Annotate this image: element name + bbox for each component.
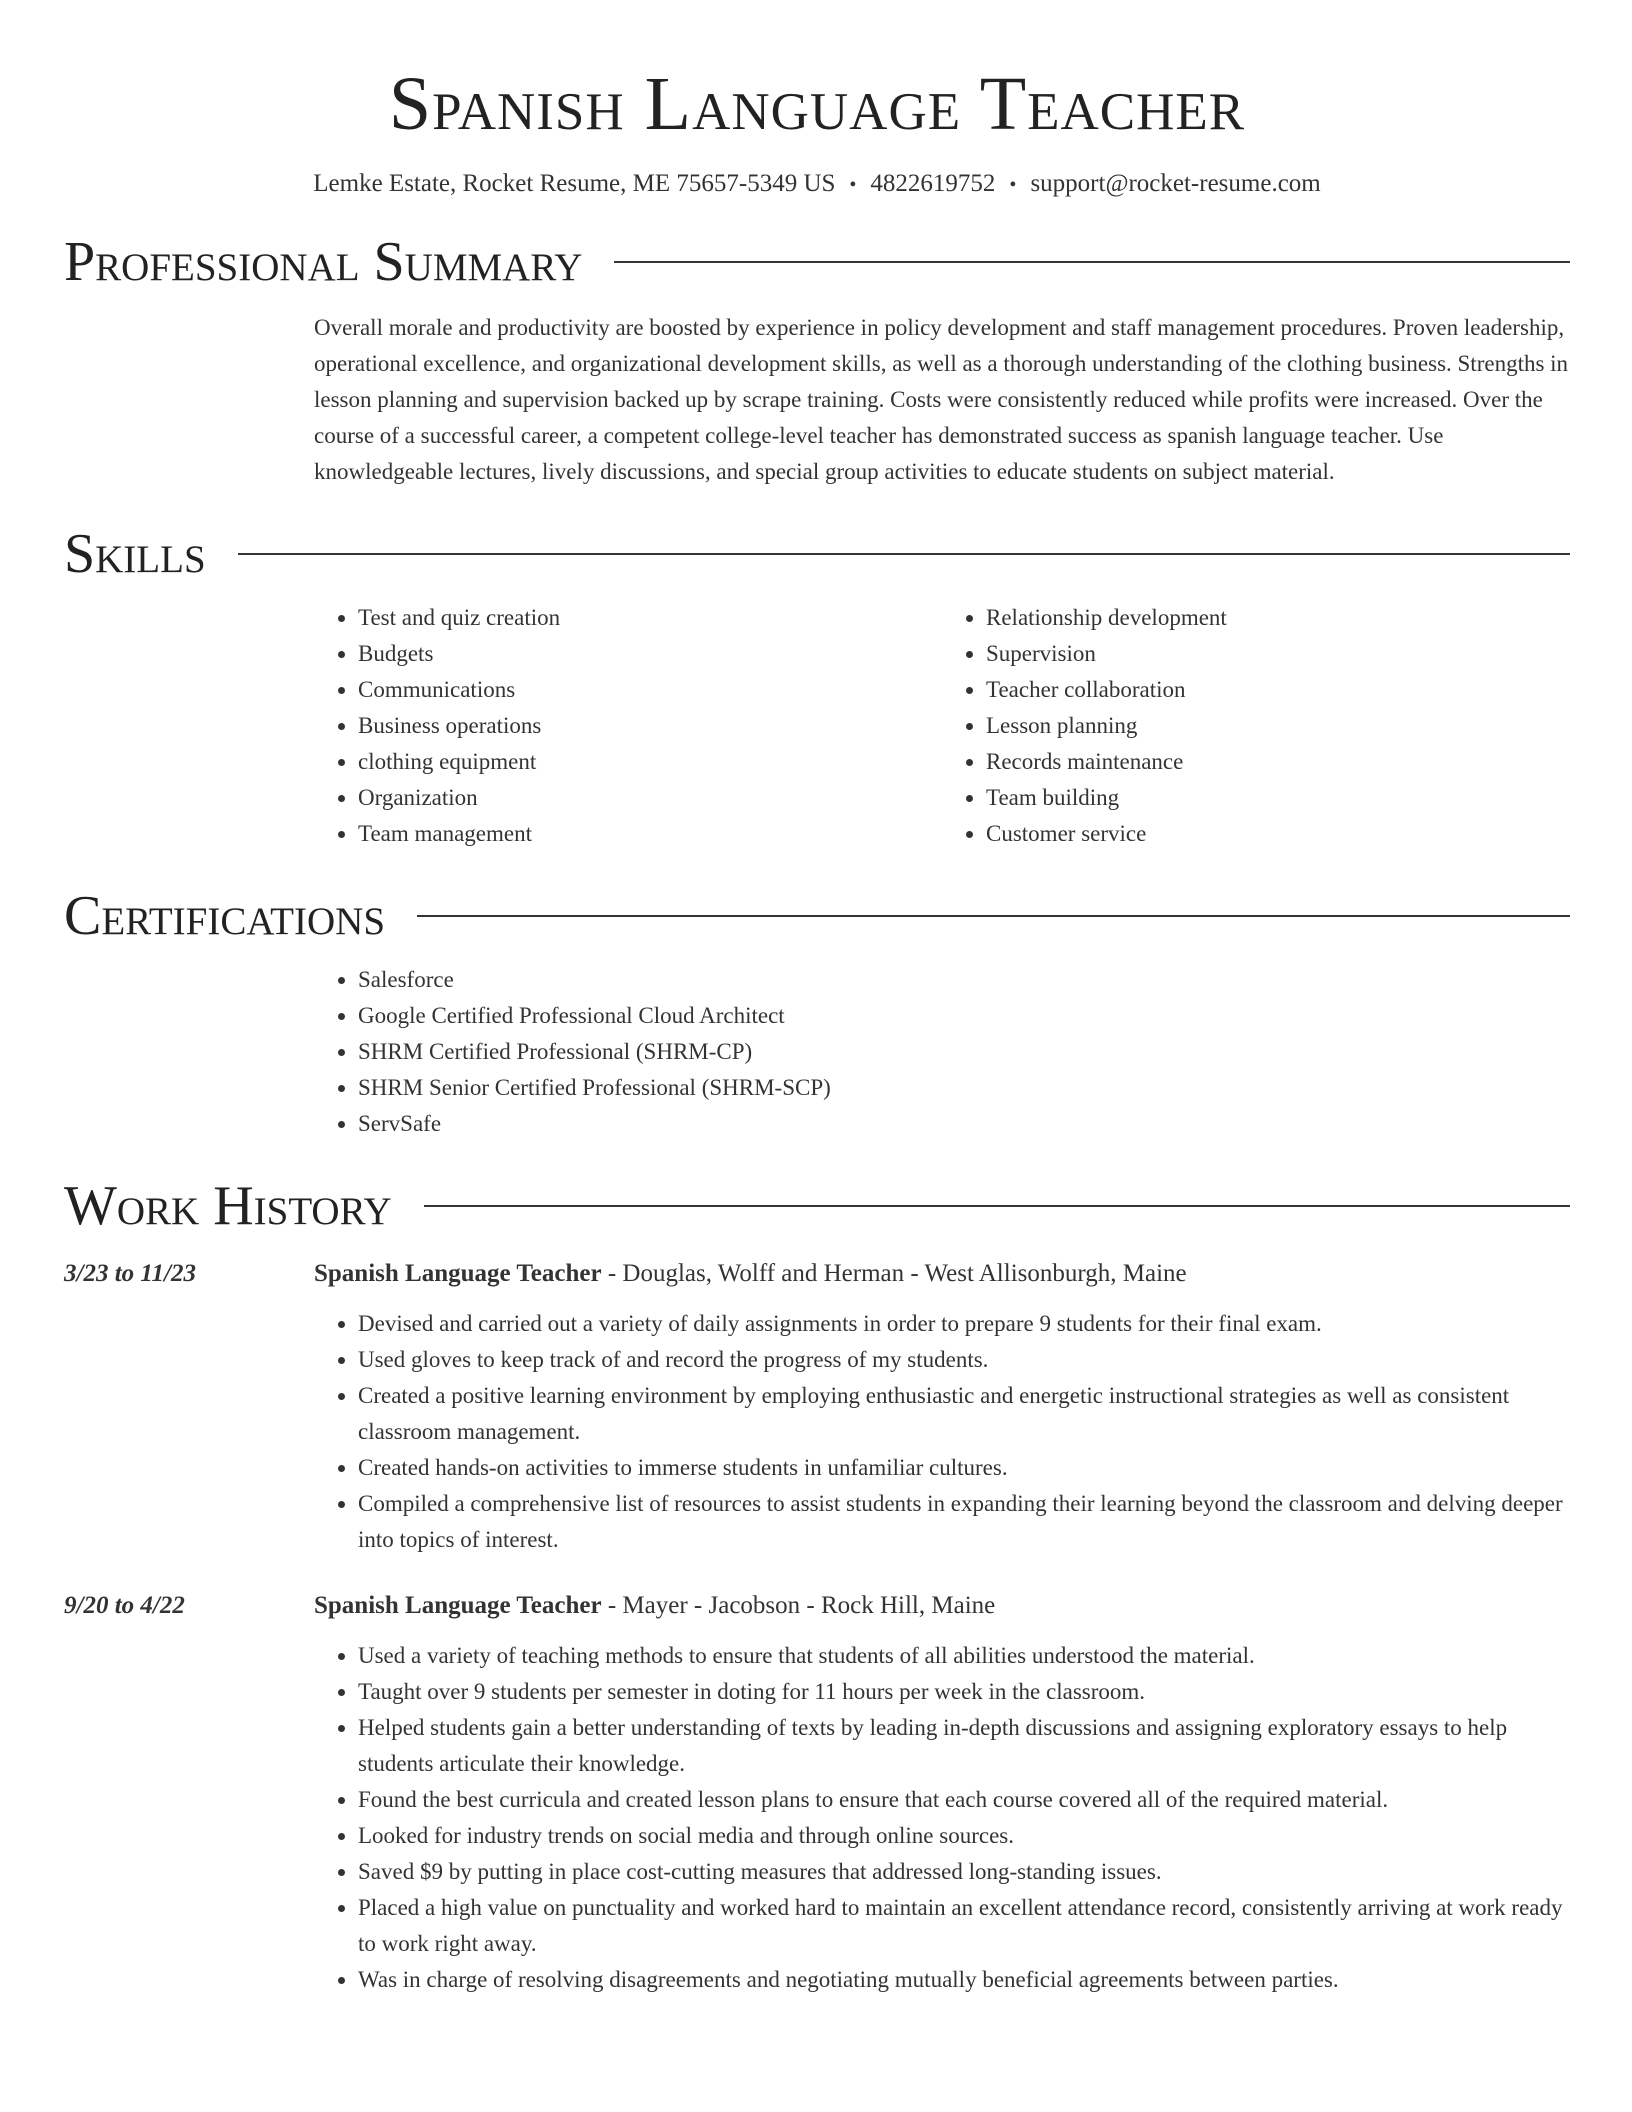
skill-item: • Lesson planning [986, 708, 1570, 744]
job-bullet: • Devised and carried out a variety of daily assignments in order to prepare 9 students for their final exam. [358, 1306, 1570, 1342]
skill-item: • Organization [358, 780, 942, 816]
job-employer-location: - Douglas, Wolff and Herman - West Allisonburgh, Maine [601, 1260, 1187, 1287]
job-entry [64, 1588, 1570, 1998]
section-divider [417, 915, 1570, 917]
skill-item: • Relationship development [986, 600, 1570, 636]
certification-item: • Salesforce [358, 962, 1570, 998]
job-employer-location: - Mayer - Jacobson - Rock Hill, Maine [601, 1592, 996, 1619]
email: support@rocket-resume.com [1030, 170, 1321, 197]
job-title-line [314, 1588, 1570, 1624]
summary-text: Overall morale and productivity are boosted by experience in policy development and staff management procedures. Proven leadership, operational excellence, and organizational development skills, as well as a thorough understanding of the clothing business. Strengths in lesson planning and supervision backed up by scrape training. Costs were consistently reduced while profits were increased. Over the course of a successful career, a competent college-level teacher has demonstrated success as spanish language teacher. Use knowledgeable lectures, lively discussions, and special group activities to educate students on subject material. [314, 315, 1569, 484]
section-divider [238, 553, 1570, 555]
skills-list-right [942, 600, 1570, 852]
job-bullet: • Saved $9 by putting in place cost-cutting measures that addressed long-standing issues. [358, 1854, 1570, 1890]
skill-item: • Customer service [986, 816, 1570, 852]
certification-item: • ServSafe [358, 1106, 1570, 1142]
skill-item: • Teacher collaboration [986, 672, 1570, 708]
job-bullet: • Was in charge of resolving disagreements and negotiating mutually beneficial agreements between parties. [358, 1962, 1570, 1998]
job-bullet: • Used gloves to keep track of and record the progress of my students. [358, 1342, 1570, 1378]
job-details [314, 1256, 1570, 1558]
skill-item: • Records maintenance [986, 744, 1570, 780]
section-divider [614, 261, 1570, 263]
job-title: Spanish Language Teacher [314, 1592, 602, 1619]
contact-separator: • [1009, 174, 1017, 196]
skills-heading: Skills [64, 523, 206, 585]
phone: 4822619752 [870, 170, 996, 197]
section-divider [424, 1205, 1570, 1207]
summary-heading: Professional Summary [64, 231, 583, 293]
skills-list-left [314, 600, 942, 852]
job-dates: 9/20 to 4/22 [64, 1592, 185, 1619]
job-title-line [314, 1256, 1570, 1292]
skill-item: • Business operations [358, 708, 942, 744]
certification-item: • SHRM Senior Certified Professional (SHRM-SCP) [358, 1070, 1570, 1106]
skill-item: • Budgets [358, 636, 942, 672]
skill-item: • Communications [358, 672, 942, 708]
job-bullets [314, 1306, 1570, 1558]
skills-section-header [64, 523, 1570, 585]
job-bullet: • Compiled a comprehensive list of resources to assist students in expanding their learning beyond the classroom and delving deeper into topics of interest. [358, 1486, 1570, 1558]
certification-item: • Google Certified Professional Cloud Architect [358, 998, 1570, 1034]
candidate-name: Spanish Language Teacher [388, 62, 1246, 146]
job-dates: 3/23 to 11/23 [64, 1260, 196, 1287]
skill-item: • clothing equipment [358, 744, 942, 780]
job-details [314, 1588, 1570, 1998]
job-bullet: • Placed a high value on punctuality and worked hard to maintain an excellent attendance record, consistently arriving at work ready to work right away. [358, 1890, 1570, 1962]
job-bullet: • Used a variety of teaching methods to ensure that students of all abilities understood the material. [358, 1638, 1570, 1674]
job-bullet: • Found the best curricula and created lesson plans to ensure that each course covered all of the required material. [358, 1782, 1570, 1818]
skill-item: • Test and quiz creation [358, 600, 942, 636]
job-entry [64, 1256, 1570, 1558]
skill-item: • Team management [358, 816, 942, 852]
job-bullet: • Looked for industry trends on social media and through online sources. [358, 1818, 1570, 1854]
work-history-list [64, 1256, 1570, 1998]
work-section-header [64, 1175, 1570, 1237]
certification-item: • SHRM Certified Professional (SHRM-CP) [358, 1034, 1570, 1070]
job-bullets [314, 1638, 1570, 1998]
work-heading: Work History [64, 1175, 392, 1237]
address: Lemke Estate, Rocket Resume, ME 75657-5349 US [313, 170, 836, 197]
certifications-heading: Certifications [64, 885, 386, 947]
job-bullet: • Helped students gain a better understanding of texts by leading in-depth discussions and assigning exploratory essays to help students articulate their knowledge. [358, 1710, 1570, 1782]
certifications-block [314, 962, 1570, 1142]
certifications-section-header [64, 885, 1570, 947]
job-bullet: • Created a positive learning environment by employing enthusiastic and energetic instructional strategies as well as consistent classroom management. [358, 1378, 1570, 1450]
skill-item: • Supervision [986, 636, 1570, 672]
certifications-list [314, 962, 1570, 1142]
contact-line [64, 170, 1570, 198]
job-title: Spanish Language Teacher [314, 1260, 602, 1287]
skills-grid [314, 600, 1570, 852]
summary-section-header [64, 231, 1570, 293]
contact-separator: • [849, 174, 857, 196]
job-bullet: • Taught over 9 students per semester in doting for 11 hours per week in the classroom. [358, 1674, 1570, 1710]
skill-item: • Team building [986, 780, 1570, 816]
job-bullet: • Created hands-on activities to immerse students in unfamiliar cultures. [358, 1450, 1570, 1486]
